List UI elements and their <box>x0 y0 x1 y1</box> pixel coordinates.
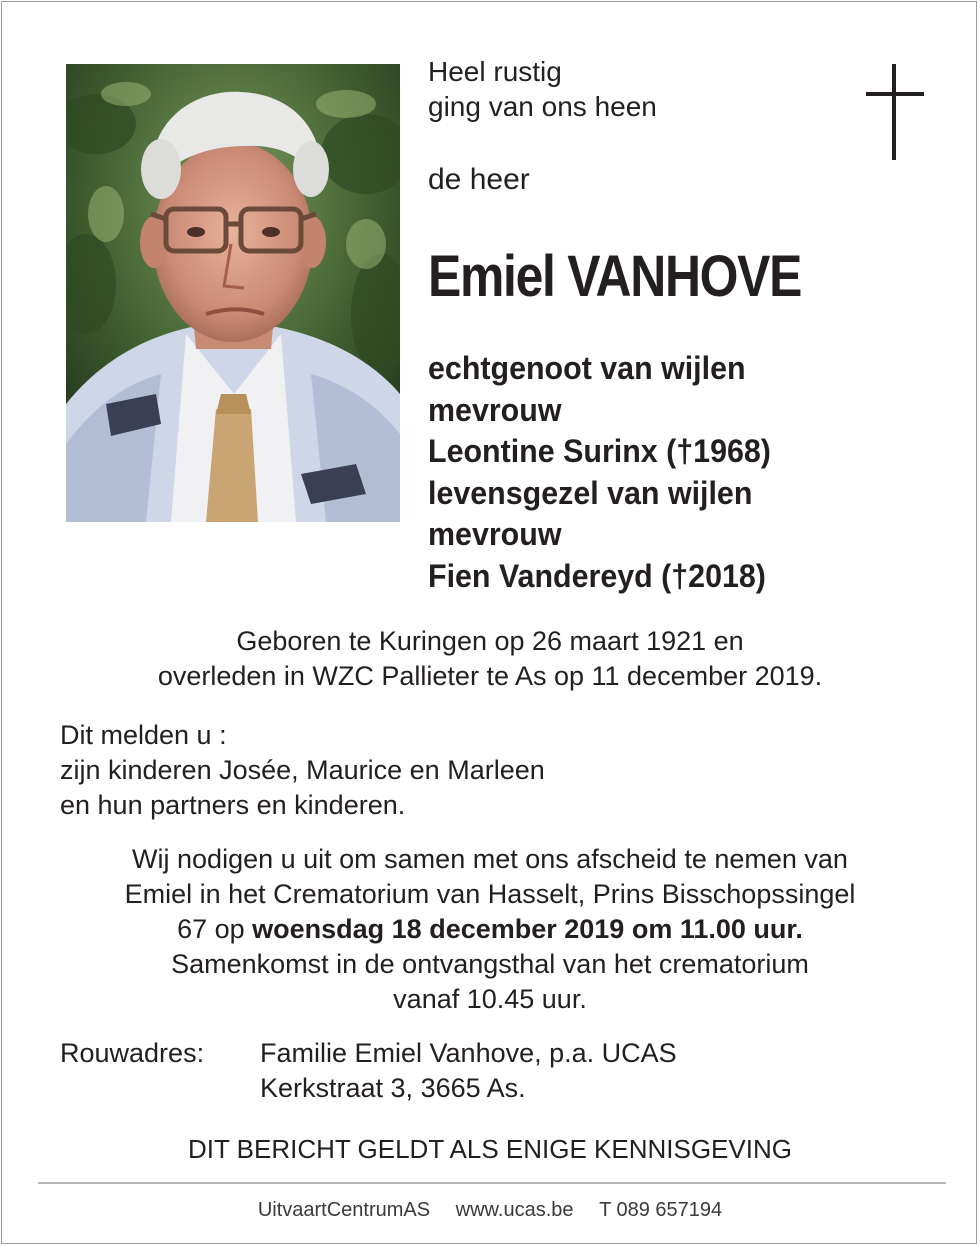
address-label: Rouwadres: <box>60 1038 205 1068</box>
intro-text <box>428 54 657 124</box>
relation-line: mevrouw <box>428 391 562 428</box>
relation-line: Leontine Surinx (†1968) <box>428 433 771 469</box>
invitation <box>2 842 978 1017</box>
intro-line: Heel rustig <box>428 56 562 87</box>
invite-line: Samenkomst in de ontvangsthal van het crematorium <box>171 949 809 979</box>
announce-line: zijn kinderen Josée, Maurice en Marleen <box>60 755 545 785</box>
invite-text: 67 op <box>177 914 253 944</box>
relation-line: echtgenoot van wijlen <box>428 350 746 386</box>
footer-phone: T 089 657194 <box>599 1199 723 1221</box>
invite-line: Emiel in het Crematorium van Hasselt, Prins Bisschopssingel <box>124 879 856 909</box>
invite-line <box>2 912 978 947</box>
birth-death-info <box>2 624 978 694</box>
born-line: Geboren te Kuringen op 26 maart 1921 en <box>236 626 744 656</box>
intro-line: ging van ons heen <box>428 91 657 122</box>
footer-website: www.ucas.be <box>455 1199 574 1221</box>
divider <box>38 1182 946 1184</box>
portrait-photo <box>66 64 400 522</box>
relation-line: Fien Vandereyd (†2018) <box>428 557 766 594</box>
address-line: Kerkstraat 3, 3665 As. <box>260 1073 526 1103</box>
footer-company: UitvaartCentrumAS <box>257 1199 431 1221</box>
relation-line: levensgezel van wijlen <box>428 474 753 511</box>
relations-block <box>428 348 789 597</box>
announce-line: en hun partners en kinderen. <box>60 790 406 820</box>
died-line: overleden in WZC Pallieter te As op 11 december 2019. <box>157 661 823 691</box>
invite-line: Wij nodigen u uit om samen met ons afscheid te nemen van <box>132 844 848 874</box>
death-notice-card <box>1 1 977 1244</box>
notice-text: DIT BERICHT GELDT ALS ENIGE KENNISGEVING <box>188 1134 792 1164</box>
relation-line: mevrouw <box>428 516 562 552</box>
deceased-name: Emiel VANHOVE <box>428 244 802 309</box>
latin-cross-icon <box>866 64 924 160</box>
honorific: de heer <box>428 163 530 196</box>
announce-line: Dit melden u : <box>60 720 227 750</box>
address-lines <box>260 1036 677 1106</box>
invite-line: vanaf 10.45 uur. <box>393 984 587 1014</box>
footer <box>2 1197 978 1223</box>
address-line: Familie Emiel Vanhove, p.a. UCAS <box>260 1038 677 1068</box>
announcement <box>60 718 545 823</box>
ceremony-datetime: woensdag 18 december 2019 om 11.00 uur. <box>252 914 803 944</box>
